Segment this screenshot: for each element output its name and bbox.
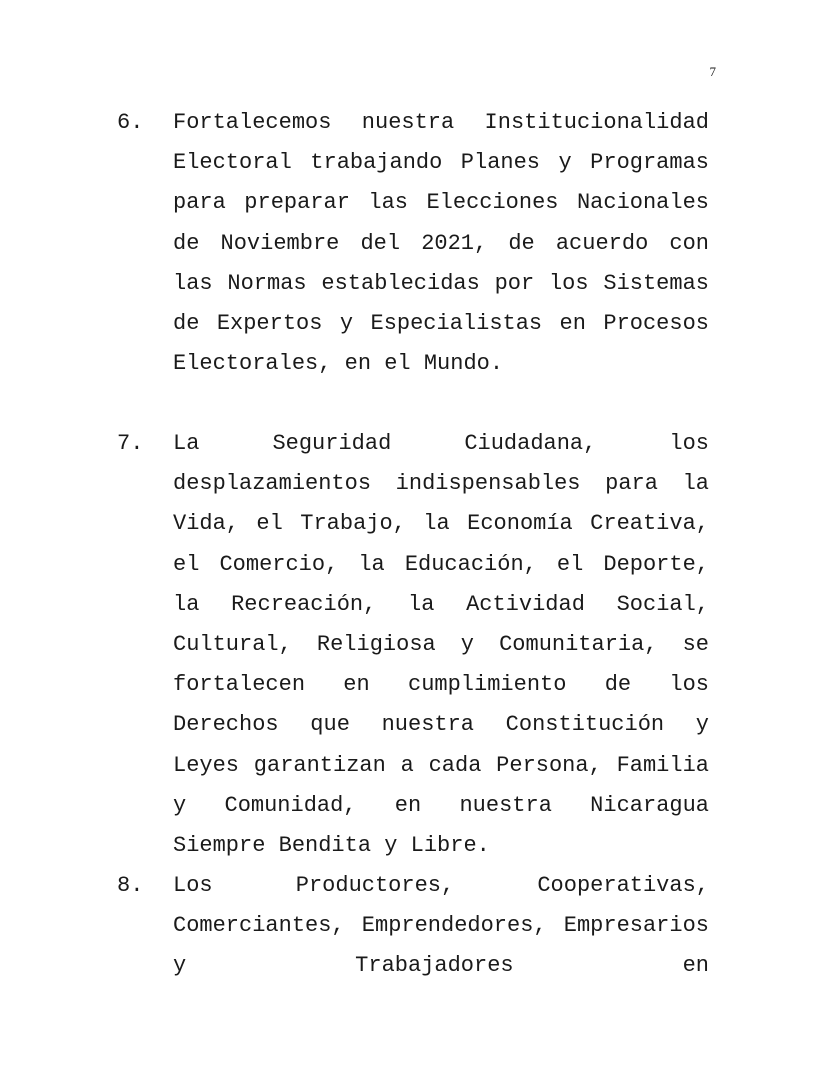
- list-item-text: Los Productores, Cooperativas, Comerciantes, Emprendedores, Empresarios y Trabajadores en: [173, 873, 709, 979]
- page-number: 7: [709, 64, 716, 79]
- list-item-text: Fortalecemos nuestra Institucionalidad Electoral trabajando Planes y Programas para preparar las Elecciones Nacionales de Noviembre del 2021, de acuerdo con las Normas establecidas por los Sistemas de Expertos y Especialistas en Procesos Electorales, en el Mundo.: [173, 110, 709, 377]
- list-item-number: 8.: [117, 873, 144, 898]
- list-item-number: 6.: [117, 110, 144, 135]
- list-item-text: La Seguridad Ciudadana, los desplazamientos indispensables para la Vida, el Trabajo, la Economía Creativa, el Comercio, la Educación, el Deporte, la Recreación, la Actividad Social, Cultural, Religiosa y Comunitaria, se fortalecen en cumplimiento de los Derechos que nuestra Constitución y Leyes garantizan a cada Persona, Familia y Comunidad, en nuestra Nicaragua Siempre Bendita y Libre.: [173, 431, 709, 859]
- list-item-number: 7.: [117, 431, 144, 456]
